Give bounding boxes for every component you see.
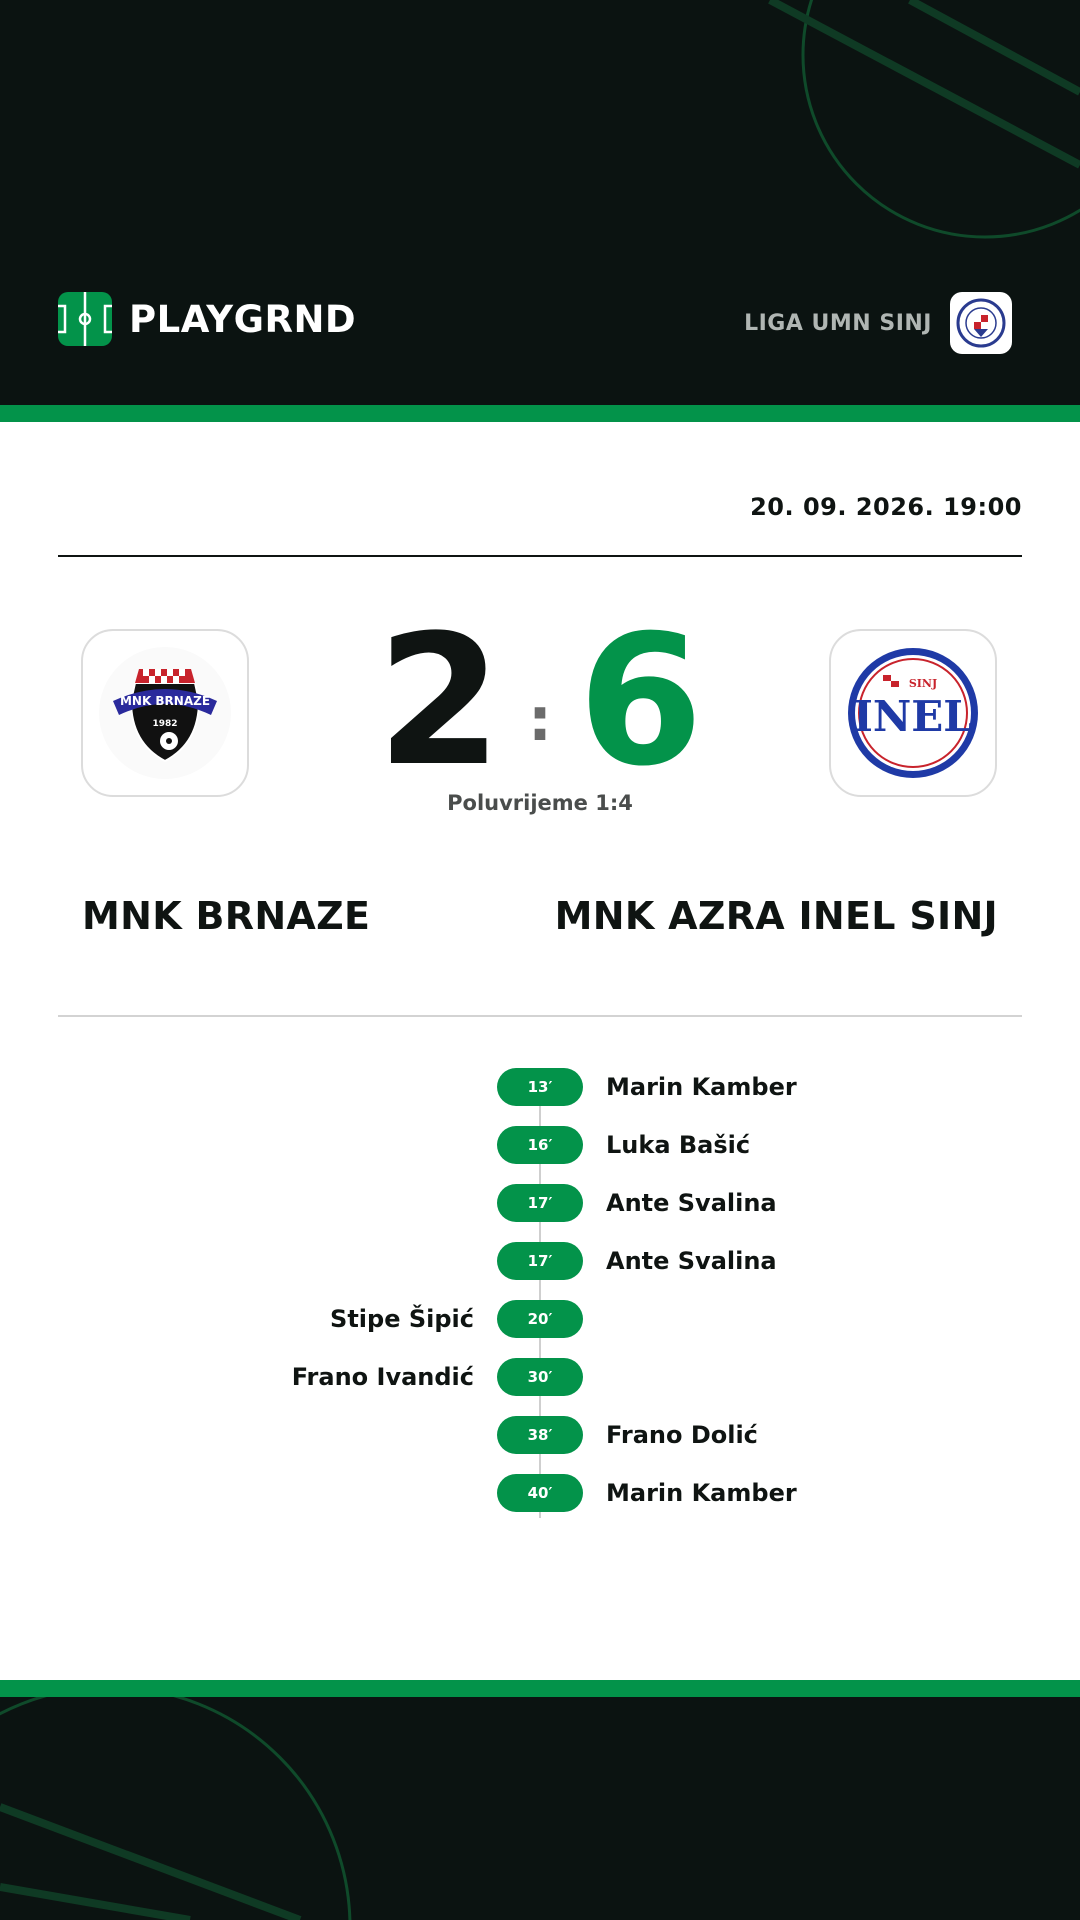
- home-scorer-name: Stipe Šipić: [330, 1305, 474, 1333]
- goal-event: [0, 1358, 1080, 1396]
- home-team-crest: [81, 629, 249, 797]
- goal-minute-badge: 20′: [497, 1300, 583, 1338]
- goal-minute-badge: 17′: [497, 1184, 583, 1222]
- goal-event: [0, 1068, 1080, 1106]
- accent-bar-top: [0, 405, 1080, 422]
- league: [744, 292, 1012, 354]
- header: [0, 0, 1080, 405]
- away-team-crest: [829, 629, 997, 797]
- goal-event: [0, 1126, 1080, 1164]
- goal-minute-badge: 40′: [497, 1474, 583, 1512]
- divider: [58, 555, 1022, 557]
- divider-light: [58, 1015, 1022, 1017]
- away-scorer-name: Marin Kamber: [606, 1479, 797, 1507]
- home-crest-text: MNK BRNAZE: [119, 694, 211, 708]
- pitch-icon: [58, 292, 112, 346]
- away-scorer-name: Frano Dolić: [606, 1421, 758, 1449]
- away-team-name: MNK AZRA INEL SINJ: [554, 894, 998, 938]
- goal-minute-badge: 17′: [497, 1242, 583, 1280]
- goal-event: [0, 1184, 1080, 1222]
- accent-bar-bottom: [0, 1680, 1080, 1697]
- away-crest-text: INEL: [853, 692, 973, 741]
- away-scorer-name: Ante Svalina: [606, 1189, 777, 1217]
- brand-name: PLAYGRND: [129, 297, 357, 341]
- goal-minute-badge: 16′: [497, 1126, 583, 1164]
- goal-event: [0, 1474, 1080, 1512]
- goal-event: [0, 1416, 1080, 1454]
- brand: [58, 292, 356, 346]
- match-date: 20. 09. 2026. 19:00: [750, 493, 1022, 521]
- goal-event: [0, 1300, 1080, 1338]
- home-score: 2: [376, 597, 502, 806]
- goal-event: [0, 1242, 1080, 1280]
- goal-minute-badge: 38′: [497, 1416, 583, 1454]
- away-scorer-name: Ante Svalina: [606, 1247, 777, 1275]
- halftime-score: Poluvrijeme 1:4: [447, 791, 633, 815]
- goal-timeline: [0, 1068, 1080, 1518]
- away-score: 6: [578, 597, 704, 806]
- away-scorer-name: Marin Kamber: [606, 1073, 797, 1101]
- goal-minute-badge: 13′: [497, 1068, 583, 1106]
- goal-minute-badge: 30′: [497, 1358, 583, 1396]
- home-team-name: MNK BRNAZE: [82, 894, 371, 938]
- away-crest-subtext: SINJ: [908, 677, 938, 690]
- league-crest-icon: [950, 292, 1012, 354]
- pitch-lines-decoration-bottom: [0, 1697, 1080, 1920]
- home-crest-year: 1982: [152, 719, 178, 729]
- away-scorer-name: Luka Bašić: [606, 1131, 751, 1159]
- score-separator: :: [528, 685, 552, 755]
- home-scorer-name: Frano Ivandić: [291, 1363, 474, 1391]
- league-name: LIGA UMN SINJ: [744, 310, 932, 336]
- footer: [0, 1697, 1080, 1920]
